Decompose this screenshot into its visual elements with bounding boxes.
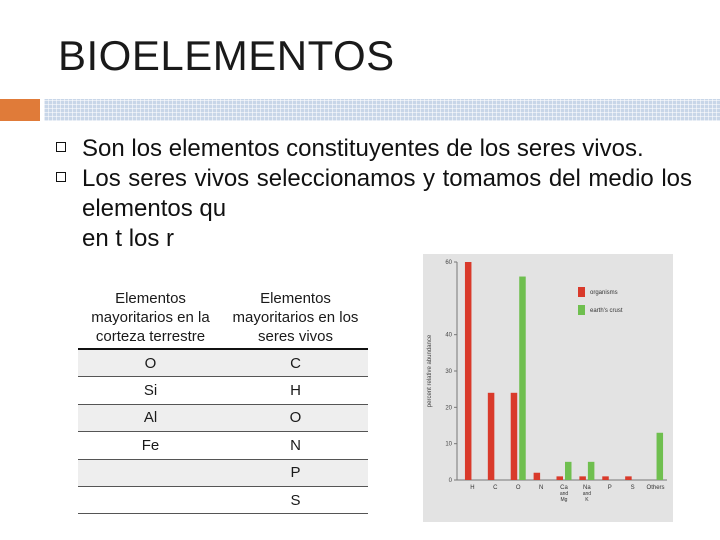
table-cell: Fe <box>78 432 223 459</box>
accent-bar-blue <box>44 99 720 121</box>
legend-label: organisms <box>590 290 618 296</box>
bar-organisms <box>534 473 541 480</box>
table-cell: O <box>223 404 368 431</box>
table-cell: N <box>223 432 368 459</box>
x-tick-label: and <box>582 491 592 497</box>
abundance-chart <box>423 254 673 522</box>
x-tick-label: S <box>630 485 635 491</box>
bar-organisms <box>488 393 495 480</box>
table-row <box>78 486 368 513</box>
slide-title: BIOELEMENTOS <box>58 32 395 79</box>
bar-organisms <box>465 262 472 480</box>
table-row <box>78 404 368 431</box>
bullet-item <box>52 164 692 254</box>
y-axis-label: percent relative abundance <box>427 334 433 408</box>
bar-organisms <box>579 476 586 480</box>
table-row <box>78 432 368 459</box>
bar-earth-crust <box>657 433 664 480</box>
bullet-text: Los seres vivos seleccionamos y tomamos del medio los elementos qu <box>82 165 692 222</box>
table-cell: Si <box>78 377 223 404</box>
legend-label: earth's crust <box>590 308 623 314</box>
bar-earth-crust <box>588 462 595 480</box>
y-tick-label: 10 <box>445 441 452 448</box>
table-cell: O <box>78 349 223 377</box>
bar-organisms <box>625 476 632 480</box>
y-tick-label: 30 <box>445 369 452 375</box>
y-tick-label: 60 <box>445 260 452 266</box>
y-tick-label: 0 <box>448 478 452 484</box>
x-tick-label: Ca <box>560 485 568 491</box>
x-tick-label: C <box>493 485 498 491</box>
bar-earth-crust <box>565 462 572 480</box>
table-row <box>78 377 368 404</box>
accent-bar-orange <box>0 99 40 121</box>
bullet-text: Son los elementos constituyentes de los seres vivos. <box>82 135 644 162</box>
x-tick-label: H <box>470 485 475 491</box>
bar-organisms <box>557 476 564 480</box>
legend-swatch <box>578 287 585 297</box>
bullet-item <box>52 134 692 164</box>
table-header-crust: Elementos mayoritarios en la corteza terrestre <box>91 290 210 345</box>
x-tick-label: N <box>538 485 544 491</box>
table-header-row <box>78 287 368 349</box>
table-cell <box>78 486 223 513</box>
bullet-list <box>52 134 692 254</box>
abundance-chart-svg <box>423 254 673 522</box>
bullet-text-partial: en t los r <box>82 225 175 252</box>
bar-organisms <box>511 393 518 480</box>
table-cell: S <box>223 486 368 513</box>
x-tick-label: K <box>585 497 589 503</box>
table-cell: H <box>223 377 368 404</box>
bar-earth-crust <box>519 277 526 480</box>
y-tick-label: 40 <box>445 332 452 339</box>
bullet-icon <box>56 172 66 182</box>
table-row <box>78 459 368 486</box>
legend-swatch <box>578 305 585 315</box>
x-tick-label: Na <box>583 485 591 491</box>
table-cell: C <box>223 349 368 377</box>
y-tick-label: 20 <box>445 405 452 412</box>
table-cell: Al <box>78 404 223 431</box>
table-cell: P <box>223 459 368 486</box>
x-tick-label: Others <box>646 485 665 491</box>
bullet-icon <box>56 142 66 152</box>
table-cell <box>78 459 223 486</box>
elements-table <box>78 287 368 514</box>
x-tick-label: O <box>515 485 521 491</box>
table-header-living: Elementos mayoritarios en los seres vivos <box>232 290 359 345</box>
x-tick-label: and <box>559 491 569 497</box>
x-tick-label: Mg <box>560 497 568 503</box>
x-tick-label: P <box>607 485 612 491</box>
table-row <box>78 349 368 377</box>
bar-organisms <box>602 476 609 480</box>
